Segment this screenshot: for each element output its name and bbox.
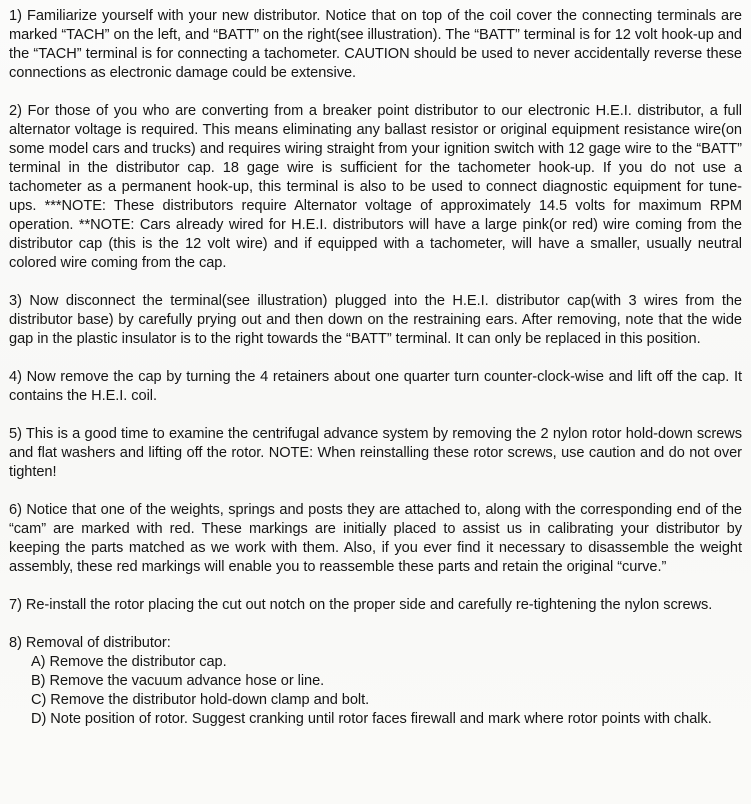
list-item-d: D) Note position of rotor. Suggest cranking until rotor faces firewall and mark where rotor points with chalk. (31, 711, 712, 727)
paragraph-8-intro: 8) Removal of distributor: (9, 635, 171, 651)
paragraph-4: 4) Now remove the cap by turning the 4 retainers about one quarter turn counter-clock-wise and lift off the cap. It contains the H.E.I. coil. (9, 369, 742, 404)
list-item-b: B) Remove the vacuum advance hose or line. (31, 673, 325, 689)
list-item-c: C) Remove the distributor hold-down clamp and bolt. (31, 692, 370, 708)
paragraph-1: 1) Familiarize yourself with your new distributor. Notice that on top of the coil cover the connecting terminals are marked “TACH” on the left, and “BATT” on the right(see illustration). The “BATT” terminal is for 12 volt hook-up and the “TACH” terminal is for connecting a tachometer. CAUTION should be used to never accidentally reverse these connections as electronic damage could be extensive. (9, 8, 742, 81)
paragraph-6: 6) Notice that one of the weights, springs and posts they are attached to, along with the corresponding end of the “cam” are marked with red. These markings are initially placed to assist us in calibrating your distributor by keeping the parts matched as we work with them. Also, if you ever find it necessary to disassemble the weight assembly, these red markings will enable you to reassemble these parts and retain the original “curve.” (9, 502, 742, 575)
paragraph-8 (9, 634, 742, 729)
paragraph-3: 3) Now disconnect the terminal(see illustration) plugged into the H.E.I. distributor cap(with 3 wires from the distributor base) by carefully prying out and then down on the restraining ears. After removing, note that the wide gap in the plastic insulator is to the right towards the “BATT” terminal. It can only be replaced in this position. (9, 293, 742, 347)
paragraph-2: 2) For those of you who are converting from a breaker point distributor to our electronic H.E.I. distributor, a full alternator voltage is required. This means eliminating any ballast resistor or original equipment resistance wire(on some model cars and trucks) and requires wiring straight from your ignition switch with 12 gage wire to the “BATT” terminal in the distributor cap. 18 gage wire is sufficient for the tachometer hook-up. If you do not use a tachometer as a permanent hook-up, this terminal is also to be used to connect diagnostic equipment for tune-ups. ***NOTE: These distributors require Alternator voltage of approximately 14.5 volts for maximum RPM operation. **NOTE: Cars already wired for H.E.I. distributors will have a large pink(or red) wire coming from the distributor cap (this is the 12 volt wire) and if equipped with a tachometer, will have a smaller, usually neutral colored wire coming from the cap. (9, 103, 742, 271)
removal-steps-list (9, 653, 742, 729)
paragraph-7: 7) Re-install the rotor placing the cut out notch on the proper side and carefully re-tightening the nylon screws. (9, 597, 713, 613)
list-item-a: A) Remove the distributor cap. (31, 654, 227, 670)
paragraph-5: 5) This is a good time to examine the centrifugal advance system by removing the 2 nylon rotor hold-down screws and flat washers and lifting off the rotor. NOTE: When reinstalling these rotor screws, use caution and do not over tighten! (9, 426, 742, 480)
